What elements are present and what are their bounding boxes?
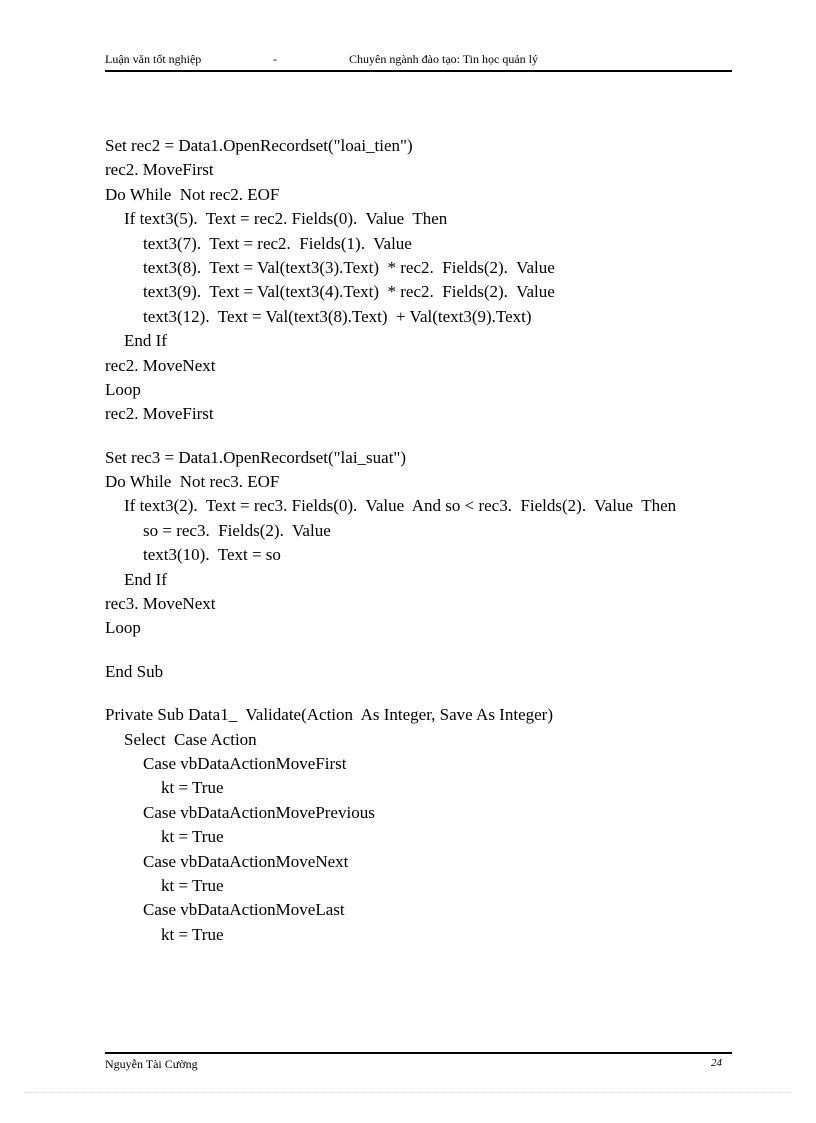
code-line: text3(7). Text = rec2. Fields(1). Value: [143, 233, 412, 253]
code-line: Set rec3 = Data1.OpenRecordset("lai_suat"): [105, 447, 407, 467]
code-line: End Sub: [105, 661, 164, 681]
code-line: Loop: [105, 379, 141, 399]
code-line: rec2. MoveFirst: [105, 160, 214, 180]
code-line: Case vbDataActionMoveLast: [143, 900, 345, 920]
code-line: Private Sub Data1_ Validate(Action As Integer, Save As Integer): [105, 705, 553, 725]
code-line: Loop: [105, 618, 141, 638]
code-line: kt = True: [161, 778, 224, 798]
page-header: [105, 52, 732, 72]
code-line: rec3. MoveNext: [105, 594, 216, 614]
code-line: End If: [124, 569, 167, 589]
code-line: text3(10). Text = so: [143, 545, 281, 565]
code-listing: [105, 134, 745, 947]
header-major-label: Chuyên ngành đào tạo: Tin học quản lý: [349, 52, 538, 66]
code-line: Select Case Action: [124, 729, 257, 749]
code-line: text3(8). Text = Val(text3(3).Text) * rec2. Fields(2). Value: [143, 257, 555, 277]
code-line: rec2. MoveNext: [105, 355, 216, 375]
code-line: text3(9). Text = Val(text3(4).Text) * rec2. Fields(2). Value: [143, 282, 555, 302]
code-line: If text3(2). Text = rec3. Fields(0). Value And so < rec3. Fields(2). Value Then: [124, 496, 677, 516]
code-line: so = rec3. Fields(2). Value: [143, 520, 331, 540]
code-line: End If: [124, 331, 167, 351]
code-block-interest: [105, 446, 745, 641]
page-bottom-divider: [24, 1092, 792, 1093]
page-number: 24: [711, 1057, 722, 1069]
code-line: Case vbDataActionMovePrevious: [143, 802, 375, 822]
code-line: Case vbDataActionMoveFirst: [143, 753, 347, 773]
code-line: Case vbDataActionMoveNext: [143, 851, 349, 871]
code-line: kt = True: [161, 924, 224, 944]
code-line: rec2. MoveFirst: [105, 404, 214, 424]
page-footer: [105, 1052, 732, 1074]
code-block-currency: [105, 134, 745, 427]
footer-author: Nguyễn Tài Cường: [105, 1057, 198, 1071]
code-line: Do While Not rec3. EOF: [105, 472, 280, 492]
header-separator: -: [273, 52, 277, 66]
code-line: Set rec2 = Data1.OpenRecordset("loai_tien"): [105, 136, 413, 155]
code-line: text3(12). Text = Val(text3(8).Text) + Val(text3(9).Text): [143, 306, 532, 326]
code-line: If text3(5). Text = rec2. Fields(0). Value Then: [124, 209, 448, 229]
code-line: kt = True: [161, 827, 224, 847]
header-thesis-label: Luận văn tốt nghiệp: [105, 52, 202, 66]
code-block-end-sub: [105, 660, 745, 684]
code-line: Do While Not rec2. EOF: [105, 184, 280, 204]
code-block-validate: [105, 703, 745, 947]
code-line: kt = True: [161, 875, 224, 895]
